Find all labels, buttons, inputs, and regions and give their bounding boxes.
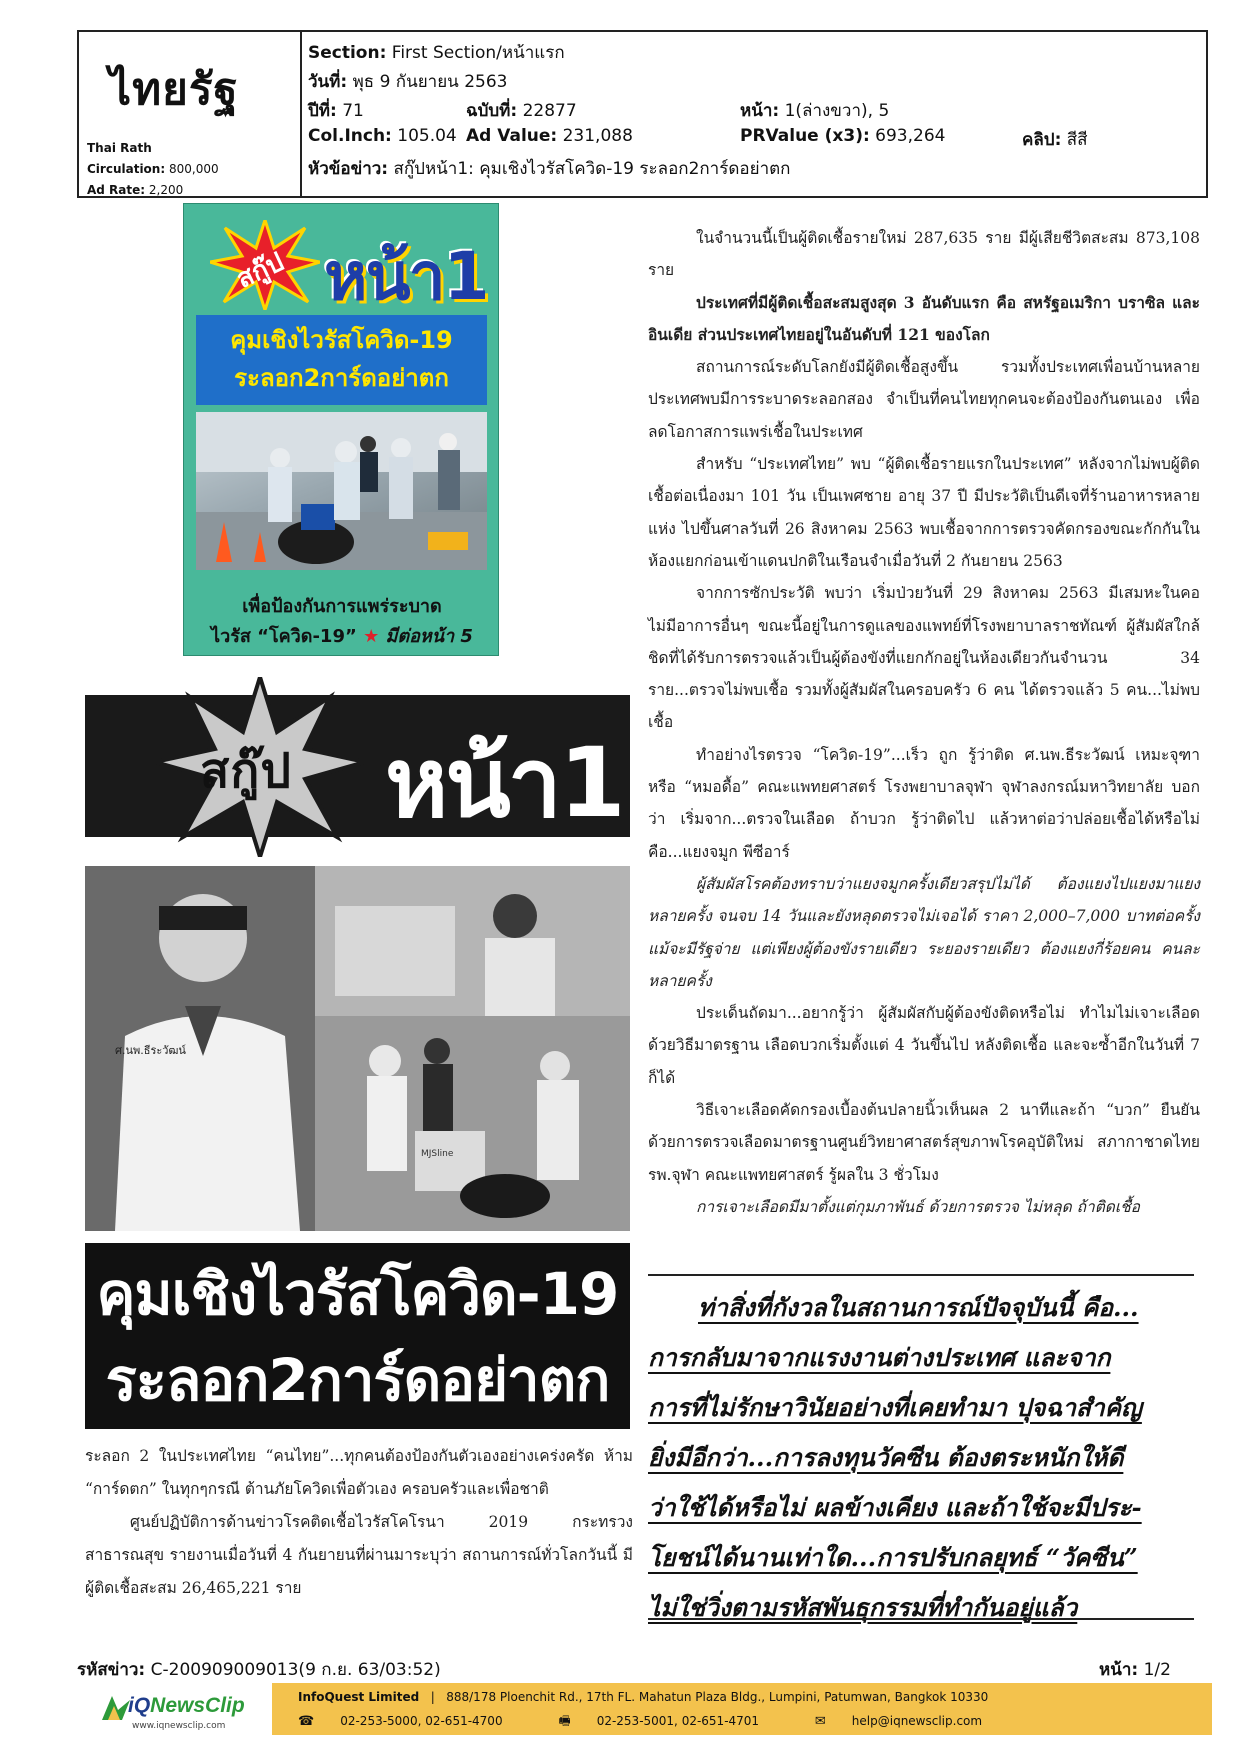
clip-metadata xyxy=(302,32,1206,196)
left-paragraph: ศูนย์ปฏิบัติการด้านข่าวโรคติดเชื้อไวรัสโคโรนา 2019 กระทรวงสาธารณสุข รายงานเมื่อวันที่ 4 กันยายนที่ผ่านมาระบุว่า สถานการณ์ทั่วโลกวันนี้ มีผู้ติดเชื้อสะสม 26,465,221 ราย xyxy=(85,1513,633,1597)
quote-divider-top xyxy=(648,1274,1194,1276)
quote-divider-bottom xyxy=(648,1618,1194,1620)
email-contact xyxy=(815,1714,1008,1728)
scoop-teaser-box xyxy=(183,203,499,656)
star-icon: ★ xyxy=(363,626,380,647)
ad-rate-label: Ad Rate: xyxy=(87,183,146,197)
scoop-caption-line-1: เพื่อป้องกันการแพร่ระบาด xyxy=(242,596,442,617)
pull-quote xyxy=(648,1283,1200,1633)
body-paragraph: ในจำนวนนี้เป็นผู้ติดเชื้อรายใหม่ 287,635 ราย มีผู้เสียชีวิตสะสม 873,108 ราย xyxy=(648,229,1200,280)
clip-value: สีสี xyxy=(1066,130,1088,150)
email-address: help@iqnewsclip.com xyxy=(851,1714,983,1728)
body-paragraph: ประเด็นถัดมา...อยากรู้ว่า ผู้สัมผัสกับผู้ต้องขังติดหรือไม่ ทำไมไม่เจาะเลือดด้วยวิธีมาตรฐาน เลือดบวกเริ่มตั้งแต่ 4 วันขึ้นไป หลังติดเชื้อ และจะซ้ำอีกในวันที่ 7 ก็ได้ xyxy=(648,1004,1200,1087)
phone-number: 02-253-5000, 02-651-4700 xyxy=(340,1714,503,1728)
date-value: พุธ 9 กันยายน 2563 xyxy=(352,72,508,92)
main-headline xyxy=(85,1243,630,1429)
company-name: InfoQuest Limited xyxy=(298,1690,420,1704)
prvalue-value: 693,264 xyxy=(875,126,946,146)
scoop-caption-line-2 xyxy=(192,622,492,652)
banner-page-one-label: หน้า1 xyxy=(385,727,623,839)
ad-rate-value: 2,200 xyxy=(148,183,184,197)
page-count xyxy=(1099,1656,1171,1683)
scoop-burst-label: สกู๊ป xyxy=(232,247,289,295)
topic-value: สกู๊ปหน้า1: คุมเชิงไวรัสโควิด-19 ระลอก2การ์ดอย่าตก xyxy=(393,159,791,179)
iqnewsclip-mark-icon xyxy=(102,1696,130,1720)
news-code-value: C-200909009013(9 ก.ย. 63/03:52) xyxy=(150,1660,441,1680)
phone-icon: ☎ xyxy=(298,1714,315,1729)
doctor-and-screening-photo-illustration xyxy=(85,866,630,1231)
iqnewsclip-logo xyxy=(98,1690,258,1740)
issue-label: ฉบับที่: xyxy=(466,101,518,121)
banner-scoop-label: สกู๊ป xyxy=(200,743,292,799)
topic-label: หัวข้อข่าว: xyxy=(308,159,389,179)
newspaper-logo: ไทยรัฐ xyxy=(109,64,239,115)
colinch-label: Col.Inch: xyxy=(308,126,392,146)
scoop-headline xyxy=(196,315,487,405)
logo-text-newsclip: NewsClip xyxy=(150,1694,245,1717)
main-headline-line-2: ระลอก2การ์ดอย่าตก xyxy=(105,1346,610,1414)
scoop-headline-line-1: คุมเชิงไวรัสโควิด-19 xyxy=(230,326,453,354)
contact-details xyxy=(298,1712,1034,1734)
logo-text-iq: iQ xyxy=(128,1694,151,1717)
year-value: 71 xyxy=(342,101,364,121)
advalue-value: 231,088 xyxy=(562,126,633,146)
main-photo xyxy=(85,866,630,1231)
body-paragraph: สถานการณ์ระดับโลกยังมีผู้ติดเชื้อสูงขึ้น รวมทั้งประเทศเพื่อนบ้านหลายประเทศพบมีการระบาดระลอกสอง จำเป็นที่คนไทยทุกคนจะต้องป้องกันตนเอง เพื่อลดโอกาสการแพร่เชื้อในประเทศ xyxy=(648,358,1200,441)
quote-line: โยชน์ได้นานเท่าใด...การปรับกลยุทธ์ “วัคซีน” xyxy=(648,1543,1138,1572)
section-value: First Section/หน้าแรก xyxy=(391,43,565,63)
left-column-text xyxy=(85,1440,633,1605)
scoop-caption xyxy=(192,592,492,652)
envelope-icon: ✉ xyxy=(814,1714,826,1729)
quote-line: การกลับมาจากแรงงานต่างประเทศ และจาก xyxy=(648,1343,1111,1372)
body-paragraph: ทำอย่างไรตรวจ “โควิด-19”...เร็ว ถูก รู้ว่าติด ศ.นพ.ธีระวัฒน์ เหมะจุฑา หรือ “หมอดื้อ” คณะแพทยศาสตร์ โรงพยาบาลจุฬา จุฬาลงกรณ์มหาวิทยาลัย บอกว่า เริ่มจาก...ตรวจในเลือด ถ้าบวก รู้ว่าติดไป แล้วหาต่อว่าปล่อยเชื้อได้หรือไม่ คือ...แยงจมูก พีซีอาร์ xyxy=(648,745,1200,861)
photo-bag-label: MJSline xyxy=(421,1149,454,1159)
left-paragraph: ระลอก 2 ในประเทศไทย “คนไทย”...ทุกคนต้องป้องกันตัวเองอย่างเคร่งครัด ห้าม “การ์ดตก” ในทุกๆกรณี ต้านภัยโควิดเพื่อตัวเอง ครอบครัวและเพื่อชาติ xyxy=(85,1447,633,1498)
scoop-photo xyxy=(196,412,487,570)
scoop-banner xyxy=(85,695,630,837)
phone-contact xyxy=(298,1714,529,1728)
fax-number: 02-253-5001, 02-651-4701 xyxy=(596,1714,760,1728)
photo-name-caption: ศ.นพ.ธีระวัฒน์ xyxy=(115,1044,186,1057)
quote-line: การที่ไม่รักษาวินัยอย่างที่เคยทำมา ปุจฉาสำคัญ xyxy=(648,1393,1142,1422)
iqnewsclip-wordmark xyxy=(128,1694,245,1718)
advalue-label: Ad Value: xyxy=(466,126,558,146)
issue-value: 22877 xyxy=(522,101,577,121)
fax-icon: 🖷 xyxy=(558,1714,571,1729)
quote-line: ไม่ใช่วิ่งตามรหัสพันธุกรรมที่ทำกันอยู่แล้ว xyxy=(648,1593,1078,1622)
continued-page-note: มีต่อหน้า 5 xyxy=(385,626,473,647)
scoop-caption-virus: ไวรัส “โควิด-19” xyxy=(211,626,357,647)
fax-contact xyxy=(558,1714,785,1728)
right-column-text xyxy=(648,222,1200,1223)
colinch-value: 105.04 xyxy=(397,126,457,146)
address-separator: | xyxy=(423,1690,443,1704)
body-paragraph: ผู้สัมผัสโรคต้องทราบว่าแยงจมูกครั้งเดียวสรุปไม่ได้ ต้องแยงไปแยงมาแยงหลายครั้ง จนจบ 14 วันและยังหลุดตรวจไม่เจอได้ ราคา 2,000–7,000 บาทต่อครั้ง แม้จะมีรัฐจ่าย แต่เพียงผู้ต้องขังรายเดียว ระยองรายเดียว ต้องแยงกี่ร้อยคน คนละหลายครั้ง xyxy=(648,874,1200,990)
scoop-headline-line-2: ระลอก2การ์ดอย่าตก xyxy=(234,364,449,392)
body-paragraph: การเจาะเลือดมีมาตั้งแต่กุมภาพันธ์ ด้วยการตรวจ ไม่หลุด ถ้าติดเชื้อ xyxy=(696,1197,1140,1216)
body-paragraph: จากการซักประวัติ พบว่า เริ่มป่วยวันที่ 29 สิงหาคม 2563 มีเสมหะในคอ ไม่มีอาการอื่นๆ ขณะนี้อยู่ในการดูแลของแพทย์ที่โรงพยาบาลราชทัณฑ์ ผู้สัมผัสใกล้ชิดที่ได้รับการตรวจแล้วเป็นผู้ต้องขังที่แยกกักอยู่ในห้องเดียวกันจำนวน 34 ราย...ตรวจไม่พบเชื้อ รวมทั้งผู้สัมผัสในครอบครัว 6 คน ได้ตรวจแล้ว 5 คน...ไม่พบเชื้อ xyxy=(648,584,1200,732)
disinfection-photo-illustration xyxy=(196,412,487,570)
circulation-label: Circulation: xyxy=(87,162,166,176)
publication-info xyxy=(79,32,302,196)
page-value: 1(ล่างขวา), 5 xyxy=(784,101,890,121)
body-paragraph: สำหรับ “ประเทศไทย” พบ “ผู้ติดเชื้อรายแรกในประเทศ” หลังจากไม่พบผู้ติดเชื้อต่อเนื่องมา 101 วัน เป็นเพศชาย อายุ 37 ปี มีประวัติเป็นดีเจที่ร้านอาหารหลายแห่ง ไปขึ้นศาลวันที่ 26 สิงหาคม 2563 พบเชื้อจากการตรวจคัดกรองขณะกักกันในห้องแยกก่อนเข้าแดนปกติในเรือนจำเมื่อวันที่ 2 กันยายน 2563 xyxy=(648,455,1200,570)
circulation-value: 800,000 xyxy=(168,162,219,176)
pub-name: Thai Rath xyxy=(87,141,152,155)
quote-line: ท่าสิ่งที่กังวลในสถานการณ์ปัจจุบันนี้ คือ... xyxy=(698,1293,1139,1322)
contact-bar xyxy=(272,1683,1212,1735)
clip-label: คลิป: xyxy=(1022,130,1062,150)
publication-stats xyxy=(87,138,219,201)
news-code-label: รหัสข่าว: xyxy=(77,1660,146,1680)
body-paragraph: ประเทศที่มีผู้ติดเชื้อสะสมสูงสุด 3 อันดับแรก คือ สหรัฐอเมริกา บราซิล และอินเดีย ส่วนประเทศไทยอยู่ในอันดับที่ 121 ของโลก xyxy=(648,292,1200,344)
page-count-value: 1/2 xyxy=(1143,1660,1171,1680)
company-address-text: 888/178 Ploenchit Rd., 17th FL. Mahatun Plaza Bldg., Lumpini, Patumwan, Bangkok 10330 xyxy=(446,1690,989,1704)
prvalue-label: PRValue (x3): xyxy=(740,126,870,146)
year-label: ปีที่: xyxy=(308,101,337,121)
page-count-label: หน้า: xyxy=(1099,1660,1139,1680)
section-label: Section: xyxy=(308,43,387,63)
body-paragraph: วิธีเจาะเลือดคัดกรองเบื้องต้นปลายนิ้วเห็นผล 2 นาทีและถ้า “บวก” ยืนยันด้วยการตรวจเลือดมาตรฐานศูนย์วิทยาศาสตร์สุขภาพโรคอุบัติใหม่ สภากาชาดไทย รพ.จุฬา คณะแพทยศาสตร์ รู้ผลใน 3 ชั่วโมง xyxy=(648,1101,1200,1184)
scoop-page-one-label: หน้า1 xyxy=(324,238,488,315)
quote-line: ยิ่งมีอีกว่า...การลงทุนวัคซีน ต้องตระหนักให้ดี xyxy=(648,1443,1124,1472)
clip-header xyxy=(77,30,1208,198)
date-label: วันที่: xyxy=(308,72,348,92)
company-address xyxy=(298,1690,988,1704)
logo-url: www.iqnewsclip.com xyxy=(132,1721,226,1731)
quote-line: ว่าใช้ได้หรือไม่ ผลข้างเคียง และถ้าใช้จะมีประ- xyxy=(648,1493,1142,1522)
page-label: หน้า: xyxy=(740,101,780,121)
news-code xyxy=(77,1656,441,1683)
main-headline-line-1: คุมเชิงไวรัสโควิด-19 xyxy=(96,1260,619,1328)
